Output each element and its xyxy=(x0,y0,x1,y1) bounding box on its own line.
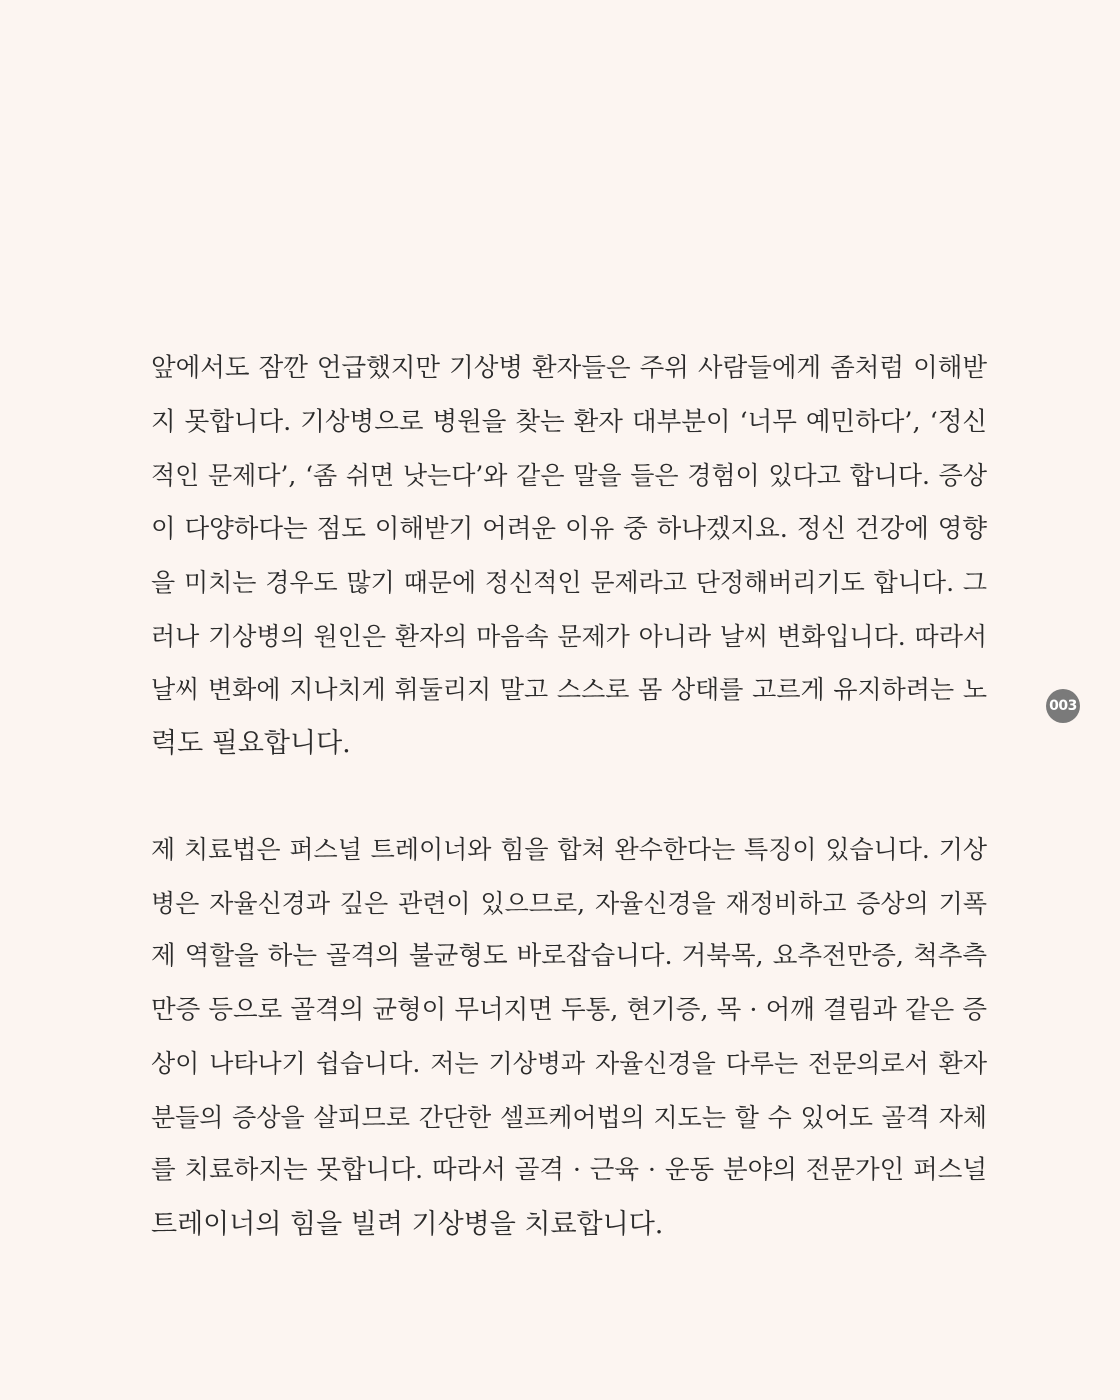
paragraph-line: 력도 필요합니다. xyxy=(151,727,351,759)
paragraph-line: 제 역할을 하는 골격의 불균형도 바로잡습니다. 거북목, 요추전만증, 척추측 xyxy=(151,941,987,971)
paragraph-line: 러나 기상병의 원인은 환자의 마음속 문제가 아니라 날씨 변화입니다. 따라서 xyxy=(151,621,987,651)
paragraph-line: 분들의 증상을 살피므로 간단한 셀프케어법의 지도는 할 수 있어도 골격 자체 xyxy=(151,1102,987,1132)
paragraph-line: 을 미치는 경우도 많기 때문에 정신적인 문제라고 단정해버리기도 합니다. 그 xyxy=(151,568,987,597)
paragraph-line: 를 치료하지는 못합니다. 따라서 골격 · 근육 · 운동 분야의 전문가인 퍼스널 xyxy=(151,1155,987,1185)
paragraph-line: 지 못합니다. 기상병으로 병원을 찾는 환자 대부분이 ‘너무 예민하다’, ‘정신 xyxy=(151,406,987,437)
paragraph-line: 이 다양하다는 점도 이해받기 어려운 이유 중 하나겠지요. 정신 건강에 영향 xyxy=(151,513,987,544)
paragraph-1 xyxy=(151,342,987,770)
paragraph-line: 적인 문제다’, ‘좀 쉬면 낫는다’와 같은 말을 들은 경험이 있다고 합니다. 증상 xyxy=(151,461,987,490)
paragraph-line: 만증 등으로 골격의 균형이 무너지면 두통, 현기증, 목 · 어깨 결림과 같은 증 xyxy=(151,994,987,1025)
paragraph-line: 앞에서도 잠깐 언급했지만 기상병 환자들은 주위 사람들에게 좀처럼 이해받 xyxy=(151,353,987,383)
paragraph-line: 병은 자율신경과 깊은 관련이 있으므로, 자율신경을 재정비하고 증상의 기폭 xyxy=(151,888,987,918)
paragraph-line: 트레이너의 힘을 빌려 기상병을 치료합니다. xyxy=(151,1208,664,1240)
paragraph-2 xyxy=(151,823,987,1251)
paragraph-line: 날씨 변화에 지나치게 휘둘리지 말고 스스로 몸 상태를 고르게 유지하려는 노 xyxy=(151,675,987,704)
paragraph-line: 제 치료법은 퍼스널 트레이너와 힘을 합쳐 완수한다는 특징이 있습니다. 기상 xyxy=(151,835,987,864)
page-number-badge: 003 xyxy=(1046,689,1080,723)
paragraph-line: 상이 나타나기 쉽습니다. 저는 기상병과 자율신경을 다루는 전문의로서 환자 xyxy=(151,1049,987,1078)
